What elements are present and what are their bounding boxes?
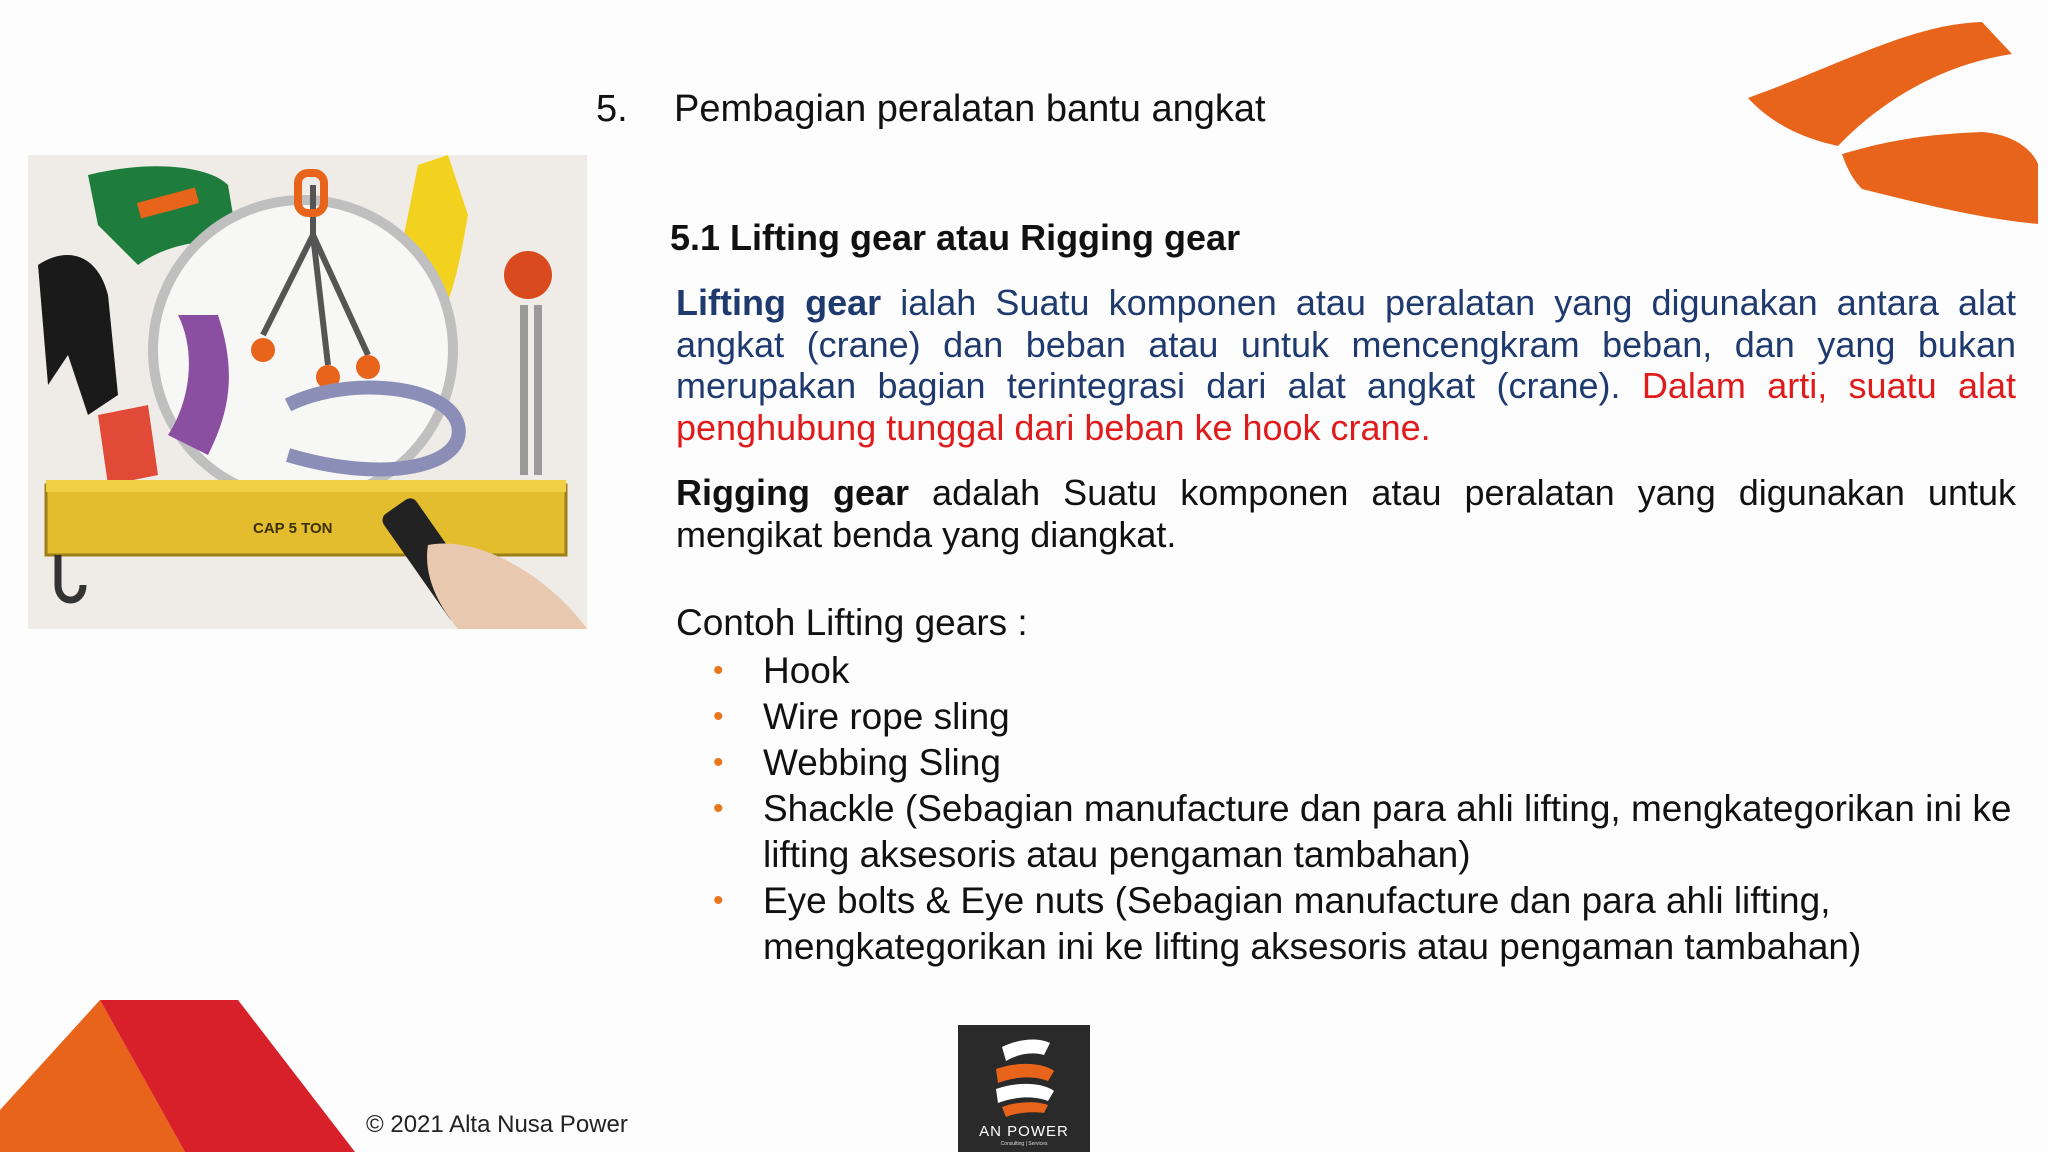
list-item — [700, 786, 2020, 878]
bullet-icon: • — [713, 884, 724, 917]
beam-capacity-label: CAP 5 TON — [253, 520, 333, 537]
lifting-gear-definition — [676, 282, 2016, 448]
heading-title: Pembagian peralatan bantu angkat — [674, 88, 1266, 130]
badge-label: AN POWER — [979, 1123, 1069, 1140]
lifting-gear-emphasis: Dalam arti, suatu alat penghubung tunggal dari beban ke hook crane. — [676, 365, 2017, 448]
bullet-icon: • — [713, 654, 724, 687]
slide-heading — [596, 88, 1266, 131]
examples-list — [700, 648, 2020, 970]
list-item-text: Hook — [763, 650, 850, 691]
an-power-badge — [958, 1025, 1090, 1152]
bullet-icon: • — [713, 792, 724, 825]
lifting-gear-text: ialah Suatu komponen atau peralatan yang digunakan antara alat angkat (crane) dan beban atau untuk mencengkram beban, dan yang bukan merupakan bagian terintegrasi dari alat angkat (crane). — [676, 282, 2016, 406]
bullet-icon: • — [713, 746, 724, 779]
list-item-text: Shackle (Sebagian manufacture dan para ahli lifting, mengkategorikan ini ke lifting aksesoris atau pengaman tambahan) — [763, 788, 2012, 875]
list-item-text: Wire rope sling — [763, 696, 1010, 737]
list-item-text: Webbing Sling — [763, 742, 1001, 783]
lifting-gear-illustration — [28, 155, 587, 629]
copyright-text — [366, 1111, 628, 1139]
bullet-icon: • — [713, 700, 724, 733]
list-item — [700, 694, 2020, 740]
lifting-gear-term: Lifting gear — [676, 282, 882, 323]
list-item-text: Eye bolts & Eye nuts (Sebagian manufacture dan para ahli lifting, mengkategorikan ini ke lifting aksesoris atau pengaman tambahan) — [763, 880, 1862, 967]
section-subtitle: 5.1 Lifting gear atau Rigging gear — [670, 217, 1241, 258]
corner-decoration — [0, 990, 360, 1152]
an-power-logo-icon — [958, 1025, 1090, 1121]
examples-heading: Contoh Lifting gears : — [676, 602, 1028, 643]
company-logo-top — [1742, 14, 2038, 224]
rigging-gear-term: Rigging gear — [676, 472, 910, 513]
lifting-gear-photo — [28, 155, 587, 629]
list-item — [700, 740, 2020, 786]
copyright-icon: © — [366, 1111, 384, 1138]
list-item — [700, 648, 2020, 694]
rigging-gear-text: adalah Suatu komponen atau peralatan yang digunakan untuk mengikat benda yang diangkat. — [676, 472, 2016, 555]
heading-number: 5. — [596, 88, 628, 130]
list-item — [700, 878, 2020, 970]
badge-subtitle: Consulting | Services — [1000, 1141, 1048, 1147]
copyright-label: 2021 Alta Nusa Power — [383, 1111, 628, 1138]
rigging-gear-definition — [676, 472, 2016, 555]
